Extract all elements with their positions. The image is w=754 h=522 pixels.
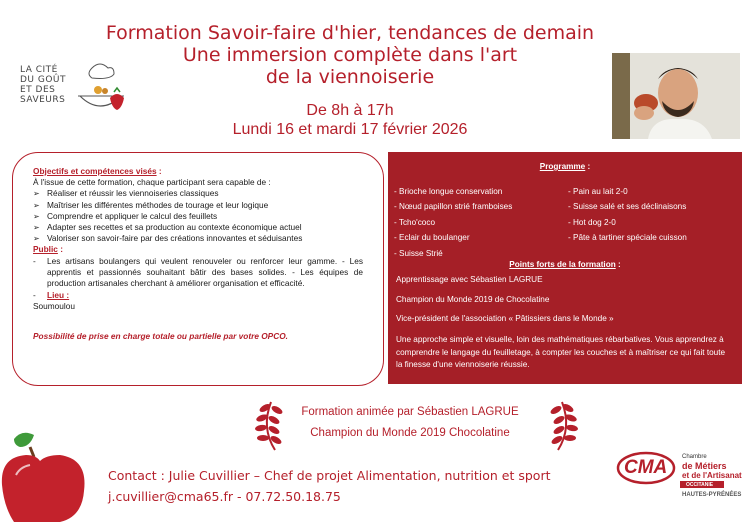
dates: Lundi 16 et mardi 17 février 2026 [232, 121, 468, 138]
location-heading-row [33, 290, 363, 301]
program-item: - Suisse Strié [394, 248, 443, 258]
cma-line3: et de l'Artisanat [682, 471, 742, 480]
objective-item: ➢ Comprendre et appliquer le calcul des feuillets [33, 211, 363, 222]
public-heading-row [33, 244, 363, 255]
logo-line: DU GOÛT [20, 75, 67, 85]
chef-photo [612, 53, 740, 139]
program-item: - Brioche longue conservation [394, 187, 503, 196]
strengths-heading-row [388, 260, 742, 269]
program-item: - Pain au lait 2-0 [568, 187, 628, 196]
chef-portrait-image [612, 53, 740, 139]
program-heading-row [388, 162, 742, 171]
title-line-1: Formation Savoir-faire d'hier, tendances de demain [105, 22, 595, 44]
objectives-intro: À l'issue de cette formation, chaque participant sera capable de : [33, 177, 271, 188]
objectives-list [33, 188, 363, 244]
cma-line2: de Métiers [682, 461, 727, 471]
logo-line: ET DES [20, 85, 56, 95]
presenter-block [280, 402, 540, 444]
location-heading: Lieu : [47, 290, 70, 301]
program-list-right [568, 184, 687, 246]
contact-email-phone[interactable]: j.cuvillier@cma65.fr - 07.72.50.18.75 [108, 489, 341, 504]
logo-line: SAVEURS [20, 95, 66, 105]
program-heading: Programme [539, 162, 586, 171]
laurel-right-icon [548, 398, 580, 452]
presenter-line-2: Champion du Monde 2019 Chocolatine [310, 427, 510, 439]
approach-text: Une approche simple et visuelle, loin des mathématiques rébarbatives. Vous apprendrez à comprendre le langage du feuilletage, à compter les couches et à maîtriser ce qui fait toute la finesse d'une viennoiserie réussie. [396, 335, 726, 369]
strength-item: Vice-président de l'association « Pâtissiers dans le Monde » [396, 314, 614, 323]
program-item: - Eclair du boulanger [394, 233, 470, 243]
objective-item: ➢ Adapter ses recettes et sa production au contexte économique actuel [33, 222, 363, 233]
objectives-content [33, 166, 363, 342]
objective-item: ➢ Maîtriser les différentes méthodes de tourage et leur logique [33, 200, 363, 211]
objectives-heading-suffix: : [156, 166, 162, 176]
cma-dept: HAUTES-PYRÉNÉES [682, 492, 742, 498]
program-item: - Tcho'coco [394, 217, 436, 227]
program-panel [388, 152, 742, 384]
program-item: - Pâte à tartiner spéciale cuisson [568, 233, 687, 243]
cma-letters: CMA [624, 457, 668, 478]
strengths-heading: Points forts de la formation [509, 260, 616, 269]
program-list-left [394, 184, 512, 261]
location-value: Soumoulou [33, 301, 75, 312]
public-heading-suffix: : [57, 244, 63, 255]
objective-item: ➢ Valoriser son savoir-faire par des créations innovantes et séduisantes [33, 233, 363, 244]
cma-logo [614, 450, 742, 510]
page-title [100, 22, 600, 88]
objectives-heading-row [33, 166, 363, 177]
title-line-2: Une immersion complète dans l'art [182, 44, 518, 66]
opco-note: Possibilité de prise en charge totale ou partielle par votre OPCO. [33, 330, 288, 341]
cma-line1: Chambre [682, 454, 707, 460]
contact-block [108, 465, 551, 507]
program-item: - Hot dog 2-0 [568, 217, 616, 227]
program-item: - Suisse salé et ses déclinaisons [568, 202, 687, 212]
objective-item: ➢ Réaliser et réussir les viennoiseries classiques [33, 188, 363, 199]
cma-title [682, 454, 742, 480]
schedule [180, 101, 520, 139]
title-line-3: de la viennoiserie [265, 66, 435, 88]
presenter-line-1: Formation animée par Sébastien LAGRUE [301, 406, 519, 418]
public-text: - Les artisans boulangers qui veulent renouveler ou renforcer leur gamme. - Les apprentis et passionnés souhaitant bâtir des bases solides. - Les équipes de production artisanales cherchant à améliorer organisation et efficacité. [33, 256, 363, 290]
program-item: - Nœud papillon strié framboises [394, 202, 513, 212]
public-heading: Public [33, 244, 58, 255]
strengths-heading-suffix: : [615, 260, 621, 269]
apple-icon [0, 425, 100, 522]
strength-item: Apprentissage avec Sébastien LAGRUE [396, 275, 543, 284]
program-heading-suffix: : [585, 162, 591, 171]
strength-item: Champion du Monde 2019 de Chocolatine [396, 295, 550, 304]
hours: De 8h à 17h [306, 102, 394, 119]
objectives-heading: Objectifs et compétences visés [33, 166, 157, 176]
logo-line: LA CITÉ [20, 65, 58, 75]
cma-region: OCCITANIE [686, 481, 714, 488]
contact-line: Contact : Julie Cuvillier – Chef de projet Alimentation, nutrition et sport [108, 468, 551, 483]
